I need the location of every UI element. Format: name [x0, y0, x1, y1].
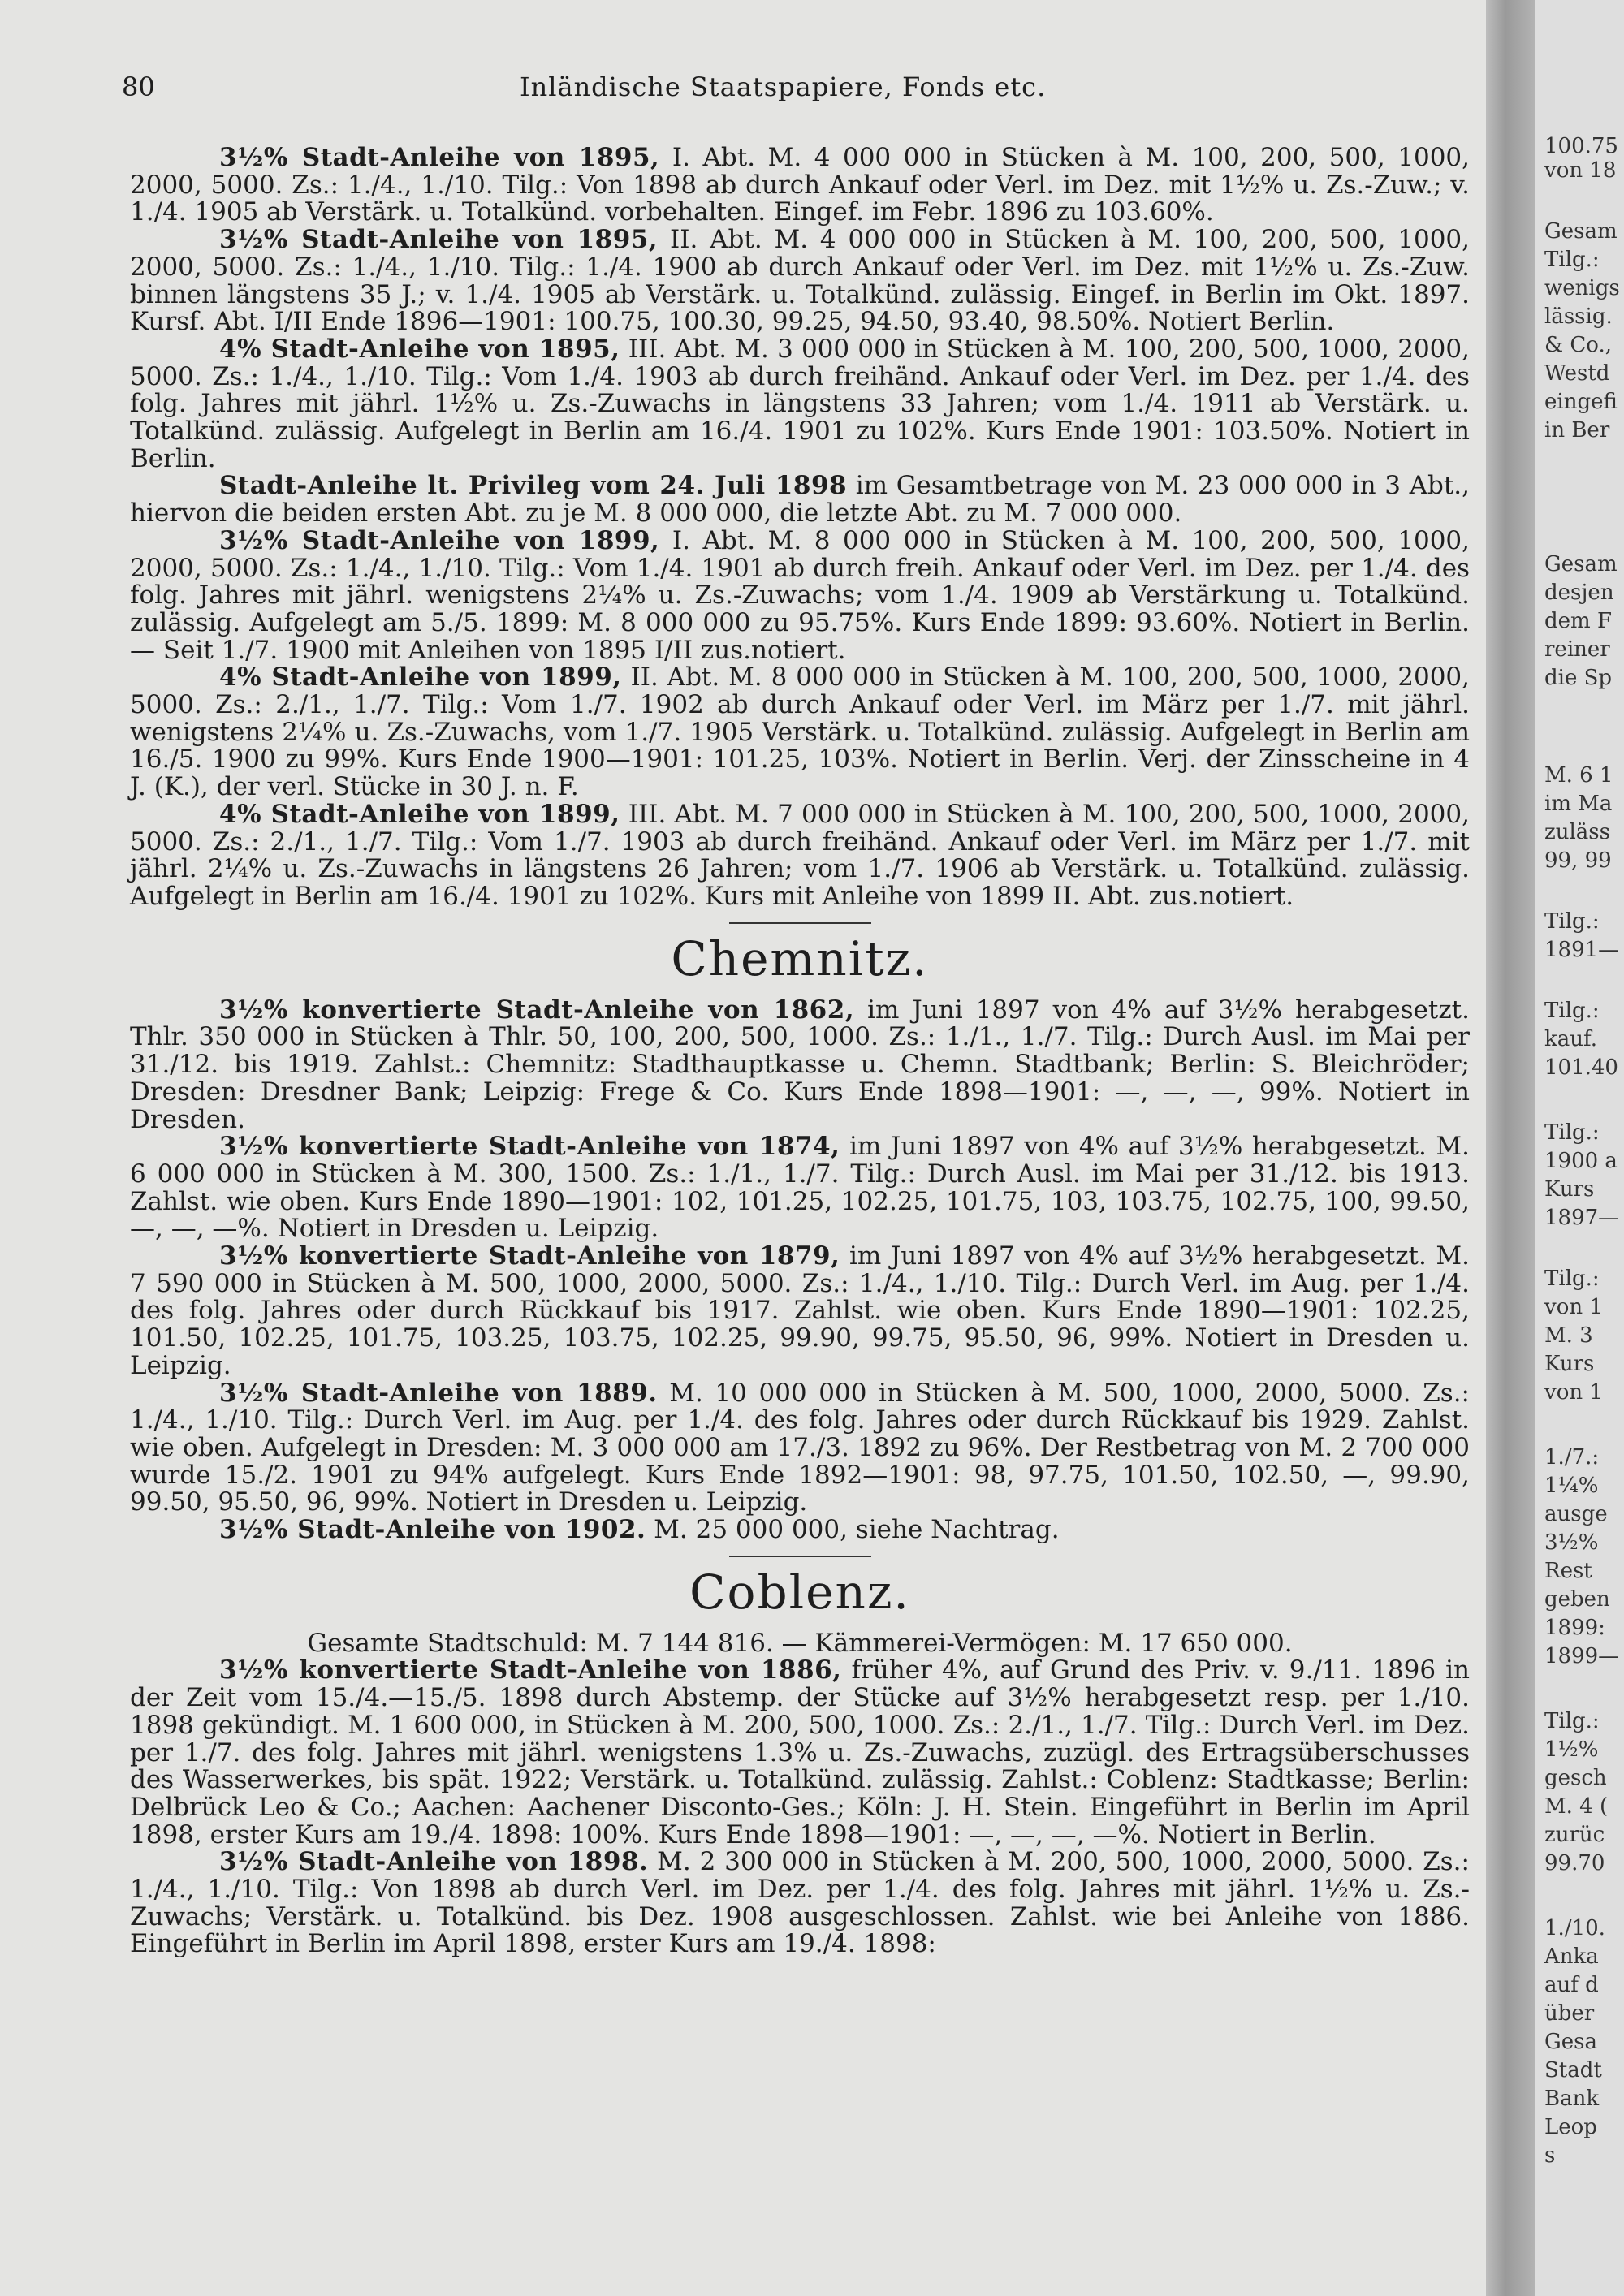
entry-heading: 3½% Stadt-Anleihe von 1899,: [219, 525, 660, 555]
entry-body: im Juni 1897 von 4% auf 3½% herabgesetzt. M. 7 590 000 in Stücken à M. 500, 1000, 2000, 5000. Zs.: 1./4., 1./10. Tilg.: Durch Verl. im Aug. per 1./4. des folg. Jahres oder durch Rückkauf bis 1917. Zahlst. wie oben. Kurs Ende 1890—1901: 102.25, 101.50, 102.25, 101.75, 103.25, 103.75, 102.25, 99.90, 99.75, 95.50, 96, 99%. Notiert in Dresden u. Leipzig.: [130, 1241, 1470, 1380]
adjacent-page-line: lässig.: [1544, 304, 1613, 329]
entry-body: im Juni 1897 von 4% auf 3½% herabgesetzt. M. 6 000 000 in Stücken à M. 300, 1500. Zs.: 1./1., 1./7. Tilg.: Durch Ausl. im Mai per 31./12. bis 1913. Zahlst. wie oben. Kurs Ende 1890—1901: 102, 101.25, 102.25, 101.75, 103, 103.75, 102.75, 100, 99.50, —, —, —%. Notiert in Dresden u. Leipzig.: [130, 1132, 1470, 1244]
adjacent-page-line: 1897—: [1544, 1206, 1620, 1230]
adjacent-page-line: eingefi: [1544, 390, 1618, 414]
adjacent-page-line: 1900 a: [1544, 1149, 1618, 1173]
adjacent-page-line: Leop: [1544, 2115, 1597, 2139]
entry-heading: 4% Stadt-Anleihe von 1899,: [219, 662, 622, 693]
entry-body: früher 4%, auf Grund des Priv. v. 9./11. 1896 in der Zeit vom 15./4.—15./5. 1898 durch Abstemp. der Stücke auf 3½% herabgesetzt resp. per 1./10. 1898 gekündigt. M. 1 600 000, in Stücken à M. 200, 500, 1000. Zs.: 2./1., 1./7. Tilg.: Durch Verl. im Dez. per 1./7. des folg. Jahres mit jährl. wenigstens 1.3% u. Zs.-Zuwachs, zuzügl. des Ertragsüberschusses des Wasserwerkes, bis spät. 1922; Verstärk. u. Totalkünd. zulässig. Zahlst.: Coblenz: Stadtkasse; Berlin: Delbrück Leo & Co.; Aachen: Aachener Disconto-Ges.; Köln: J. H. Stein. Eingeführt in Berlin im April 1898, erster Kurs am 19./4. 1898: 100%. Kurs Ende 1898—1901: —, —, —, —%. Notiert in Berlin.: [130, 1655, 1470, 1849]
adjacent-page-line: geben: [1544, 1587, 1610, 1612]
entry-paragraph: [130, 1133, 1470, 1243]
entry-body: im Gesamtbetrage von M. 23 000 000 in 3 Abt., hiervon die beiden ersten Abt. zu je M. 8 000 000, die letzte Abt. zu M. 7 000 000.: [130, 471, 1470, 529]
adjacent-page-line: Bank: [1544, 2087, 1600, 2111]
adjacent-page-line: Tilg.:: [1544, 248, 1600, 272]
adjacent-page-line: auf d: [1544, 1973, 1599, 1997]
entry-heading: Stadt-Anleihe lt. Privileg vom 24. Juli 1898: [219, 471, 848, 501]
adjacent-page-line: & Co.,: [1544, 333, 1613, 357]
adjacent-page-line: von 1: [1544, 1295, 1603, 1319]
entry-body: II. Abt. M. 4 000 000 in Stücken à M. 100, 200, 500, 1000, 2000, 5000. Zs.: 1./4., 1./10. Tilg.: 1./4. 1900 ab durch Ankauf oder Verl. im Dez. mit 1½% u. Zs.-Zuw. binnen längstens 35 J.; v. 1./4. 1905 ab Verstärk. u. Totalkünd. zulässig. Eingef. in Berlin im Okt. 1897. Kursf. Abt. I/II Ende 1896—1901: 100.75, 100.30, 99.25, 94.50, 93.40, 98.50%. Notiert Berlin.: [130, 225, 1470, 337]
entry-body: M. 2 300 000 in Stücken à M. 200, 500, 1000, 2000, 5000. Zs.: 1./4., 1./10. Tilg.: Von 1898 ab durch Verl. im Dez. per 1./4. des folg. Jahres mit jährl. 1½% u. Zs.-Zuwachs; Verstärk. u. Totalkünd. bis Dez. 1908 ausgeschlossen. Zahlst. wie bei Anleihe von 1886. Eingeführt in Berlin im April 1898, erster Kurs am 19./4. 1898:: [130, 1847, 1470, 1959]
entries-group-1: [130, 145, 1470, 911]
entry-heading: 3½% konvertierte Stadt-Anleihe von 1879,: [219, 1241, 840, 1271]
adjacent-page-line: 3½%: [1544, 1530, 1599, 1555]
entry-body: M. 10 000 000 in Stücken à M. 500, 1000, 2000, 5000. Zs.: 1./4., 1./10. Tilg.: Durch Verl. im Aug. per 1./4. des folg. Jahres oder durch Rückkauf bis 1929. Zahlst. wie oben. Aufgelegt in Dresden: M. 3 000 000 am 17./3. 1892 zu 96%. Der Restbetrag von M. 2 700 000 wurde 15./2. 1901 zu 94% aufgelegt. Kurs Ende 1892—1901: 98, 97.75, 101.50, 102.50, —, 99.90, 99.50, 95.50, 96, 99%. Notiert in Dresden u. Leipzig.: [130, 1378, 1470, 1517]
entry-paragraph: [130, 525, 1470, 665]
entry-paragraph: [130, 664, 1470, 801]
entry-paragraph: [130, 1657, 1470, 1849]
adjacent-page-line: s: [1544, 2143, 1556, 2168]
adjacent-page-line: 99.70: [1544, 1851, 1605, 1875]
entry-body: III. Abt. M. 3 000 000 in Stücken à M. 100, 200, 500, 1000, 2000, 5000. Zs.: 1./4., 1./10. Tilg.: Vom 1./4. 1903 ab durch freihänd. Ankauf oder Verl. im Dez. per 1./4. des folg. Jahres mit jährl. 1½% u. Zs.-Zuwachs in längstens 33 Jahren; vom 1./4. 1911 ab Verstärk. u. Totalkünd. zulässig. Aufgelegt in Berlin am 16./4. 1901 zu 102%. Kurs Ende 1901: 103.50%. Notiert in Berlin.: [130, 334, 1470, 473]
main-text: [130, 145, 1470, 1958]
entries-group-coblenz: [130, 1657, 1470, 1958]
entries-group-chemnitz: [130, 997, 1470, 1544]
adjacent-page-line: Tilg.:: [1544, 999, 1600, 1023]
adjacent-page-line: reiner: [1544, 637, 1610, 662]
section-title-coblenz: Coblenz.: [689, 1564, 910, 1620]
adjacent-page-line: von 1: [1544, 1380, 1603, 1405]
adjacent-page-line: Stadt: [1544, 2058, 1602, 2082]
section-divider: [729, 922, 871, 924]
running-title: Inländische Staatspapiere, Fonds etc.: [520, 71, 1047, 102]
adjacent-page-line: ausge: [1544, 1502, 1608, 1526]
entry-heading: 4% Stadt-Anleihe von 1895,: [219, 334, 620, 364]
adjacent-page-line: Tilg.:: [1544, 1709, 1600, 1733]
adjacent-page-line: Westd: [1544, 361, 1610, 386]
entry-heading: 3½% Stadt-Anleihe von 1898.: [219, 1847, 649, 1877]
entry-paragraph: [130, 336, 1470, 473]
adjacent-page-line: 100.75: [1544, 134, 1618, 158]
entry-heading: 3½% Stadt-Anleihe von 1895,: [219, 225, 659, 255]
adjacent-page-fragment: [1535, 0, 1624, 2296]
adjacent-page-line: Kurs: [1544, 1177, 1595, 1202]
adjacent-page-line: 101.40: [1544, 1055, 1618, 1080]
adjacent-page-line: von 18: [1544, 158, 1617, 183]
adjacent-page-line: 1899—: [1544, 1644, 1620, 1668]
adjacent-page-line: zurüc: [1544, 1823, 1605, 1847]
entry-heading: 3½% konvertierte Stadt-Anleihe von 1886,: [219, 1655, 842, 1685]
entry-paragraph: [130, 145, 1470, 227]
adjacent-page-line: M. 3: [1544, 1323, 1593, 1348]
entry-paragraph: [130, 473, 1470, 527]
coblenz-summary: Gesamte Stadtschuld: M. 7 144 816. — Kämmerei-Vermögen: M. 17 650 000.: [307, 1628, 1293, 1658]
entry-paragraph: [130, 1849, 1470, 1958]
adjacent-page-line: über: [1544, 2001, 1595, 2026]
entry-body: I. Abt. M. 4 000 000 in Stücken à M. 100, 200, 500, 1000, 2000, 5000. Zs.: 1./4., 1./10. Tilg.: Von 1898 ab durch Ankauf oder Verl. im Dez. mit 1½% u. Zs.-Zuw.; v. 1./4. 1905 ab Verstärk. u. Totalkünd. vorbehalten. Eingef. im Febr. 1896 zu 103.60%.: [130, 143, 1470, 227]
entry-body: im Juni 1897 von 4% auf 3½% herabgesetzt. Thlr. 350 000 in Stücken à Thlr. 50, 100, 200, 500, 1000. Zs.: 1./1., 1./7. Tilg.: Durch Ausl. im Mai per 31./12. bis 1919. Zahlst.: Chemnitz: Stadthauptkasse u. Chemn. Stadtbank; Berlin: S. Bleichröder; Dresden: Dresdner Bank; Leipzig: Frege & Co. Kurs Ende 1898—1901: —, —, —, 99%. Notiert in Dresden.: [130, 995, 1470, 1134]
entry-body: M. 25 000 000, siehe Nachtrag.: [646, 1515, 1060, 1545]
adjacent-page-line: 99, 99: [1544, 848, 1612, 873]
adjacent-page-line: Kurs: [1544, 1352, 1595, 1376]
entry-heading: 3½% konvertierte Stadt-Anleihe von 1862,: [219, 995, 855, 1025]
adjacent-page-line: zuläss: [1544, 820, 1610, 844]
entry-paragraph: [130, 1517, 1470, 1544]
entry-heading: 3½% Stadt-Anleihe von 1902.: [219, 1515, 646, 1545]
adjacent-page-line: Tilg.:: [1544, 1267, 1600, 1291]
adjacent-page-line: 1./7.:: [1544, 1445, 1600, 1470]
entry-paragraph: [130, 801, 1470, 911]
adjacent-page-line: die Sp: [1544, 666, 1613, 690]
entry-paragraph: [130, 997, 1470, 1134]
adjacent-page-line: 1¼%: [1544, 1474, 1599, 1498]
entry-heading: 3½% konvertierte Stadt-Anleihe von 1874,: [219, 1132, 840, 1162]
adjacent-page-line: gesch: [1544, 1766, 1607, 1790]
adjacent-page-line: Anka: [1544, 1944, 1599, 1969]
adjacent-page-line: 1891—: [1544, 938, 1620, 962]
entry-body: III. Abt. M. 7 000 000 in Stücken à M. 100, 200, 500, 1000, 2000, 5000. Zs.: 2./1., 1./7. Tilg.: Vom 1./7. 1903 ab durch freihänd. Ankauf oder Verl. im März per 1./7. mit jährl. 2¼% u. Zs.-Zuwachs in längstens 26 Jahren; vom 1./7. 1906 ab Verstärk. u. Totalkünd. zulässig. Aufgelegt in Berlin am 16./4. 1901 zu 102%. Kurs mit Anleihe von 1899 II. Abt. zus.notiert.: [130, 799, 1470, 911]
adjacent-page-line: Tilg.:: [1544, 909, 1600, 934]
adjacent-page-line: in Ber: [1544, 418, 1610, 442]
adjacent-page-line: desjen: [1544, 580, 1614, 605]
adjacent-page-line: dem F: [1544, 609, 1612, 633]
entry-heading: 4% Stadt-Anleihe von 1899,: [219, 799, 620, 829]
adjacent-page-line: 1899:: [1544, 1616, 1605, 1640]
section-title-chemnitz: Chemnitz.: [671, 930, 929, 986]
entry-body: I. Abt. M. 8 000 000 in Stücken à M. 100, 200, 500, 1000, 2000, 5000. Zs.: 1./4., 1./10. Tilg.: Vom 1./4. 1901 ab durch freih. Ankauf oder Verl. im Dez. per 1./4. des folg. Jahres mit jährl. wenigstens 2¼% u. Zs.-Zuwachs; vom 1./4. 1909 ab Verstärkung u. Totalkünd. zulässig. Aufgelegt am 5./5. 1899: M. 8 000 000 zu 95.75%. Kurs Ende 1899: 93.60%. Notiert in Berlin. — Seit 1./7. 1900 mit Anleihen von 1895 I/II zus.notiert.: [130, 525, 1470, 665]
entry-body: II. Abt. M. 8 000 000 in Stücken à M. 100, 200, 500, 1000, 2000, 5000. Zs.: 2./1., 1./7. Tilg.: Vom 1./7. 1902 ab durch Ankauf oder Verl. im März per 1./7. mit jährl. wenigstens 2¼% u. Zs.-Zuwachs, vom 1./7. 1905 Verstärk. u. Totalkünd. zulässig. Aufgelegt in Berlin am 16./5. 1900 zu 99%. Kurs Ende 1900—1901: 101.25, 103%. Notiert in Berlin. Verj. der Zinsscheine in 4 J. (K.), der verl. Stücke in 30 J. n. F.: [130, 662, 1470, 802]
adjacent-page-line: M. 6 1: [1544, 763, 1613, 788]
adjacent-page-line: kauf.: [1544, 1027, 1597, 1051]
adjacent-page-line: Gesam: [1544, 552, 1618, 576]
page-header: [122, 71, 1470, 110]
entry-heading: 3½% Stadt-Anleihe von 1895,: [219, 143, 660, 172]
adjacent-page-line: Rest: [1544, 1559, 1592, 1583]
adjacent-page-line: 1./10.: [1544, 1916, 1605, 1940]
entry-paragraph: [130, 1380, 1470, 1517]
adjacent-page-line: Gesam: [1544, 219, 1618, 244]
adjacent-page-line: M. 4 (: [1544, 1794, 1609, 1819]
adjacent-page-line: Tilg.:: [1544, 1120, 1600, 1145]
page-number: 80: [122, 71, 155, 102]
adjacent-page-line: im Ma: [1544, 792, 1613, 816]
adjacent-page-line: Gesa: [1544, 2030, 1597, 2054]
adjacent-page-line: 1½%: [1544, 1737, 1599, 1762]
entry-paragraph: [130, 1243, 1470, 1380]
book-gutter: [1486, 0, 1535, 2296]
entry-paragraph: [130, 227, 1470, 336]
adjacent-page-line: wenigs: [1544, 276, 1620, 300]
entry-heading: 3½% Stadt-Anleihe von 1889.: [219, 1378, 658, 1408]
section-divider: [729, 1556, 871, 1557]
